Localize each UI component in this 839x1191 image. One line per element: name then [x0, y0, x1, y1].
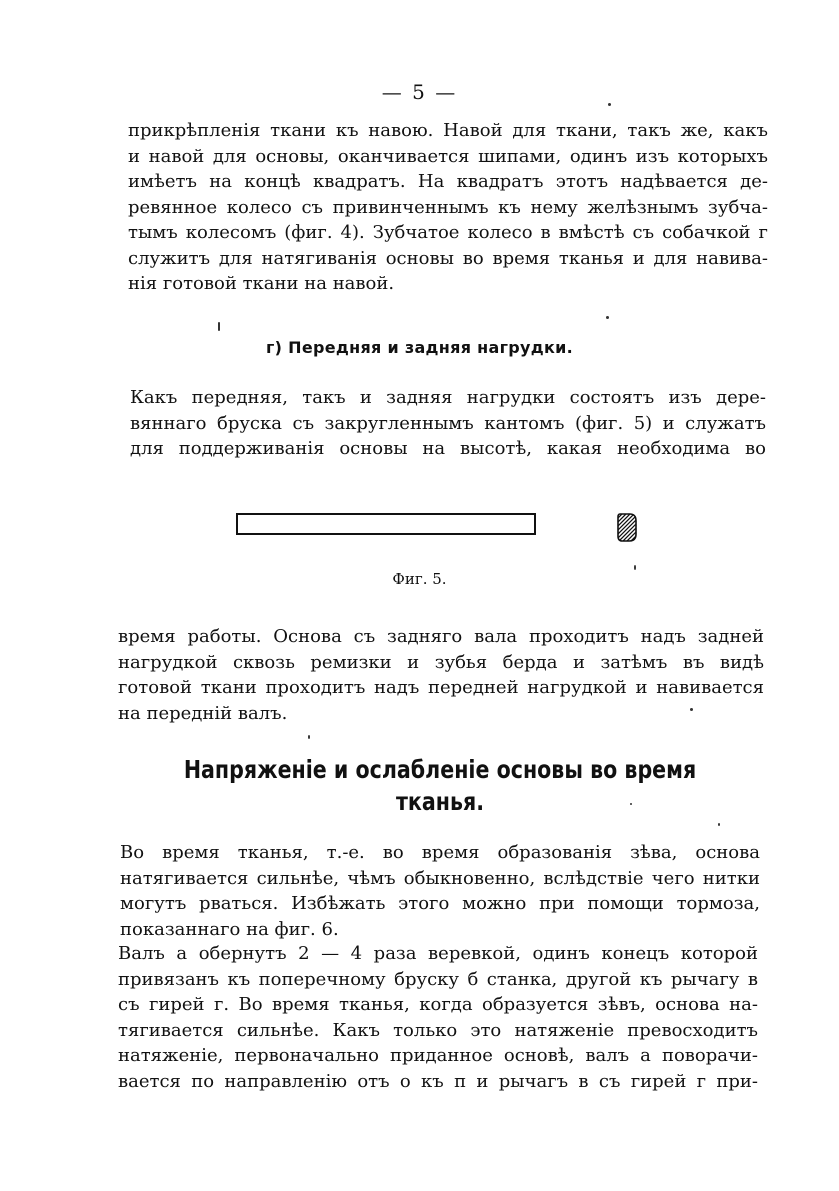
text-line: ревянное колесо съ привинченнымъ къ нему желѣзнымъ зубча- — [128, 196, 768, 218]
section-heading-line: Напряженіе и ослабленіе основы во время — [183, 755, 697, 784]
text-line: Валъ а обернутъ 2 — 4 раза веревкой, одинъ конецъ которой — [118, 943, 758, 964]
text-line: готовой ткани проходитъ надъ передней нагрудкой и навивается — [118, 677, 764, 698]
text-line: время работы. Основа съ задняго вала проходитъ надъ задней — [118, 626, 764, 647]
paragraph-warp-tension — [120, 840, 760, 942]
paragraph-warp-path — [118, 624, 764, 726]
scan-speck — [308, 735, 310, 739]
text-line: съ гирей г. Во время тканья, когда образуется зѣвъ, основа на- — [118, 994, 758, 1015]
text-line: привязанъ къ поперечному бруску б станка, другой къ рычагу в — [118, 968, 758, 990]
text-line: служитъ для натягиванія основы во время тканья и для навива- — [128, 247, 768, 269]
text-line: имѣетъ на концѣ квадратъ. На квадратъ этотъ надѣвается де- — [128, 171, 768, 192]
scan-speck — [218, 322, 220, 331]
paragraph-loom-cloth-beam — [128, 118, 768, 297]
text-line: Во время тканья, т.-е. во время образованія зѣва, основа — [120, 842, 760, 863]
text-line: нагрудкой сквозь ремизки и зубья берда и затѣмъ въ видѣ — [118, 651, 764, 673]
subheading-breast-beams: г) Передняя и задняя нагрудки. — [265, 338, 573, 357]
scan-speck — [630, 803, 632, 805]
section-heading — [70, 754, 809, 818]
scan-speck — [690, 708, 693, 711]
scan-speck — [634, 565, 636, 570]
page-number: — 5 — — [381, 80, 458, 104]
text-line: Какъ передняя, такъ и задняя нагрудки состоятъ изъ дере- — [130, 387, 766, 408]
text-line: прикрѣпленія ткани къ навою. Навой для ткани, такъ же, какъ — [128, 120, 768, 141]
text-line: и навой для основы, оканчивается шипами, одинъ изъ которыхъ — [128, 145, 768, 167]
text-line: могутъ рваться. Избѣжать этого можно при помощи тормоза, — [120, 893, 760, 914]
scan-speck — [718, 823, 720, 826]
text-line: натягивается сильнѣе, чѣмъ обыкновенно, вслѣдствіе чего нитки — [120, 867, 760, 889]
text-line: для поддерживанія основы на высотѣ, какая необходима во — [130, 438, 766, 459]
text-line: вяннаго бруска съ закругленнымъ кантомъ (фиг. 5) и служатъ — [130, 412, 766, 434]
text-line: вается по направленію отъ о къ п и рычагъ в съ гирей г при- — [118, 1070, 758, 1092]
text-line: нія готовой ткани на навой. — [128, 273, 395, 294]
text-line: на передній валъ. — [118, 702, 288, 724]
scan-speck — [606, 316, 609, 319]
beam-side-view — [236, 513, 536, 535]
paragraph-breast-beams — [130, 385, 766, 462]
text-line: тягивается сильнѣе. Какъ только это натяженіе превосходитъ — [118, 1019, 758, 1041]
paragraph-brake-mechanism — [118, 941, 758, 1094]
figure-caption: Фиг. 5. — [392, 570, 447, 588]
scan-speck — [608, 103, 611, 106]
text-line: тымъ колесомъ (фиг. 4). Зубчатое колесо в вмѣстѣ съ собачкой г — [128, 222, 768, 243]
section-heading-line: тканья. — [395, 787, 485, 816]
text-line: показаннаго на фиг. 6. — [120, 918, 339, 940]
text-line: натяженіе, первоначально приданное основѣ, валъ а поворачи- — [118, 1045, 758, 1066]
figure-5-beam-drawing — [236, 512, 642, 546]
beam-cross-section-icon — [616, 512, 638, 542]
